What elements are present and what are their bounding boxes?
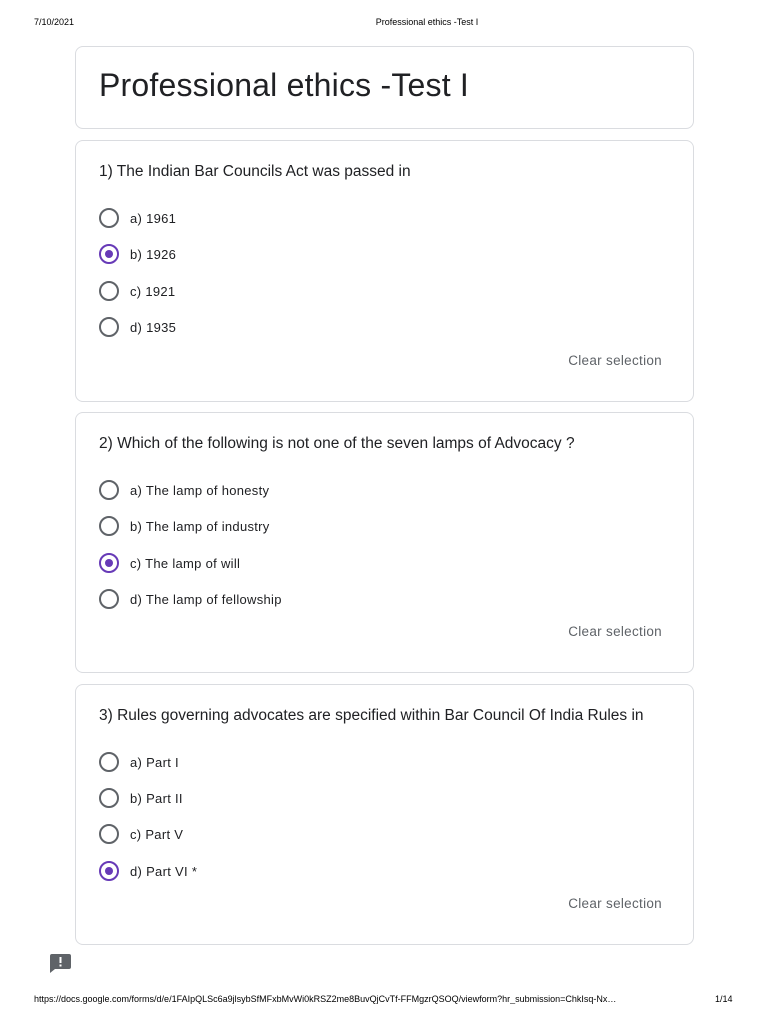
option-radio[interactable] [99, 514, 499, 538]
option-label: d) Part VI * [130, 863, 198, 879]
option-label: c) 1921 [130, 283, 176, 299]
radio-unchecked-icon[interactable] [99, 788, 119, 808]
radio-checked-icon[interactable] [99, 861, 119, 881]
radio-checked-icon[interactable] [99, 244, 119, 264]
print-title-wrap [0, 17, 768, 27]
option-radio[interactable] [99, 279, 499, 303]
option-label: a) Part I [130, 754, 179, 770]
print-title: Professional ethics -Test I [375, 17, 479, 27]
clear-selection-button[interactable]: Clear selection [568, 353, 662, 368]
radio-unchecked-icon[interactable] [99, 824, 119, 844]
option-label: b) The lamp of industry [130, 518, 270, 534]
option-label: a) 1961 [130, 210, 177, 226]
question-text: 2) Which of the following is not one of the seven lamps of Advocacy ? [99, 435, 575, 452]
option-radio[interactable] [99, 242, 499, 266]
question-text: 1) The Indian Bar Councils Act was passed in [99, 163, 411, 180]
question-text: 3) Rules governing advocates are specified within Bar Council Of India Rules in [99, 707, 644, 724]
option-radio[interactable] [99, 859, 499, 883]
radio-unchecked-icon[interactable] [99, 480, 119, 500]
radio-unchecked-icon[interactable] [99, 317, 119, 337]
option-label: d) The lamp of fellowship [130, 591, 282, 607]
option-radio[interactable] [99, 478, 499, 502]
option-label: d) 1935 [130, 319, 177, 335]
print-page-number: 1/14 [715, 994, 733, 1004]
radio-checked-icon[interactable] [99, 553, 119, 573]
print-url: https://docs.google.com/forms/d/e/1FAIpQLSc6a9jlsybSfMFxbMvWi0kRSZ2me8BuvQjCvTf-FFMgzrQSOQ/viewform?hr_submission=ChkIsq-Nx… [34, 994, 617, 1004]
option-radio[interactable] [99, 315, 499, 339]
question-card-2 [75, 412, 694, 673]
option-radio[interactable] [99, 587, 499, 611]
clear-selection-button[interactable]: Clear selection [568, 624, 662, 639]
form-title: Professional ethics -Test I [99, 67, 469, 103]
clear-selection-button[interactable]: Clear selection [568, 896, 662, 911]
option-label: c) The lamp of will [130, 555, 241, 571]
radio-unchecked-icon[interactable] [99, 589, 119, 609]
option-radio[interactable] [99, 551, 499, 575]
radio-unchecked-icon[interactable] [99, 281, 119, 301]
option-label: a) The lamp of honesty [130, 482, 270, 498]
option-radio[interactable] [99, 206, 499, 230]
option-label: b) Part II [130, 790, 183, 806]
radio-unchecked-icon[interactable] [99, 516, 119, 536]
option-radio[interactable] [99, 786, 499, 810]
print-date: 7/10/2021 [34, 17, 75, 27]
radio-unchecked-icon[interactable] [99, 208, 119, 228]
question-card-3 [75, 684, 694, 945]
radio-unchecked-icon[interactable] [99, 752, 119, 772]
form-title-card [75, 46, 694, 129]
option-label: b) 1926 [130, 246, 177, 262]
print-header [0, 17, 768, 31]
feedback-icon[interactable] [50, 954, 71, 973]
option-radio[interactable] [99, 822, 499, 846]
option-radio[interactable] [99, 750, 499, 774]
option-label: c) Part V [130, 826, 184, 842]
question-card-1 [75, 140, 694, 402]
